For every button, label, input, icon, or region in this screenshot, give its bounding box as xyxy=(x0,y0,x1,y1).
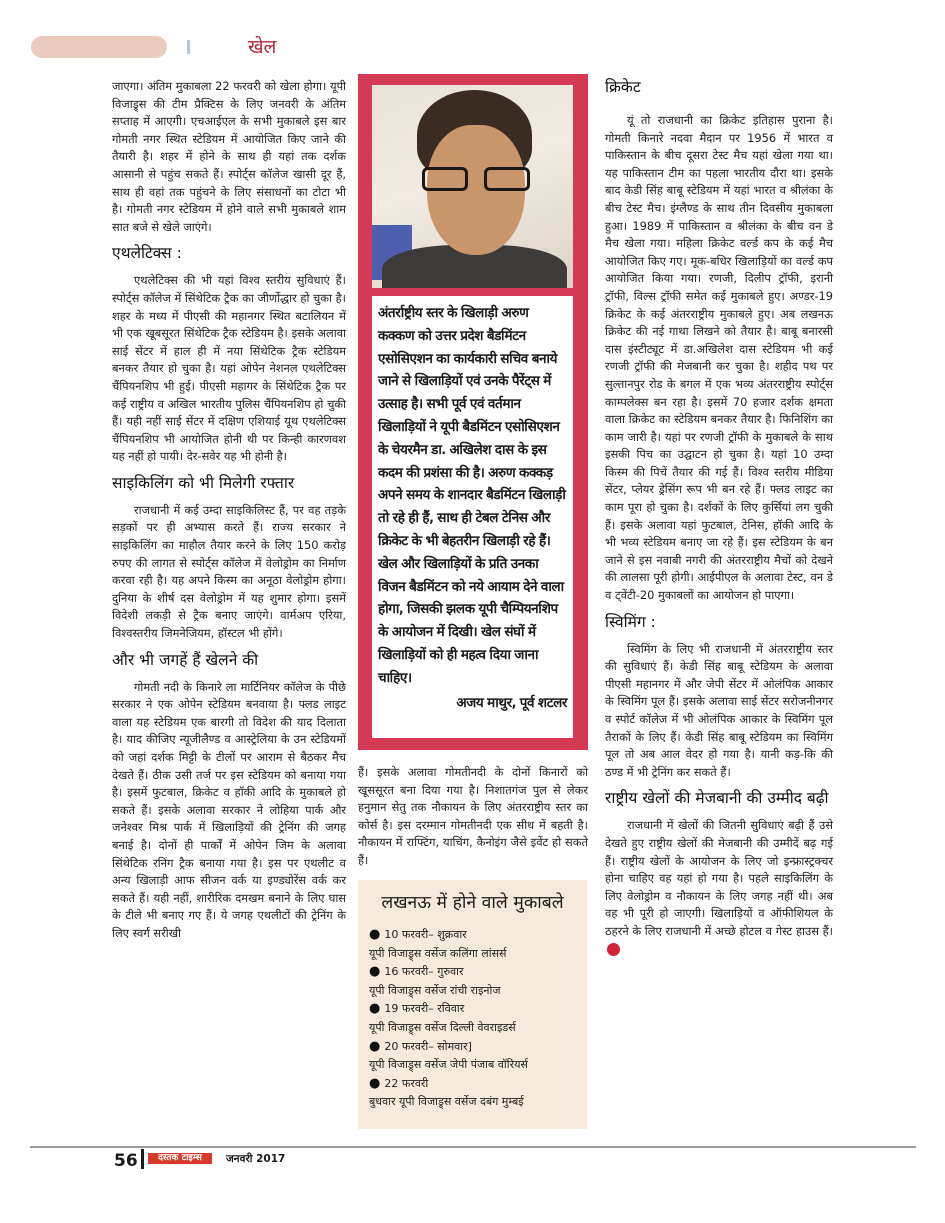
matches-list xyxy=(358,926,587,1112)
header-divider xyxy=(187,40,190,54)
portrait-photo xyxy=(372,85,573,288)
match-teams: बुधवार यूपी विजाड्र्स वर्सेज दबंग मुम्बई xyxy=(369,1095,524,1109)
quote-panel xyxy=(372,296,573,738)
article-column-left xyxy=(112,78,346,943)
match-date: ● 20 फरवरी– सोमवार] xyxy=(369,1038,587,1057)
publication-logo: दस्तक टाइम्स xyxy=(148,1153,212,1164)
page-number: 56 xyxy=(114,1151,138,1171)
footer-separator xyxy=(141,1149,144,1169)
paragraph-cycling: राजधानी में कई उम्दा साइकिलिस्ट हैं, पर वह तड़के सड़कों पर ही अभ्यास करते हैं। राज्य सरकार ने साइकिलिंग का माहौल तैयार करने के लिए 150 करोड़ रुपए की लागत से स्पोर्ट्स कॉलेज में वेलोड्रोम का निर्माण करवा रही है। यह अपने किस्म का अनूठा वेलोड्रोम होगा। दुनिया के शीर्ष दस वेलोड्रोम में यह शुमार होगा। इसमें विदेशी लकड़ी से ट्रैक बनाए जाएंगे। वार्मअप एरिया, विश्वस्तरीय जिमनेजियम, हॉस्टल भी होंगे। xyxy=(112,502,346,641)
header-decorative-pill xyxy=(31,36,167,58)
section-title: खेल xyxy=(248,36,277,58)
heading-cycling: साइकिलिंग को भी मिलेगी रफ्तार xyxy=(112,473,295,492)
match-teams: यूपी विजाड्र्स वर्सेज रांची राइनोज xyxy=(369,983,501,997)
footer-rule xyxy=(30,1146,916,1148)
paragraph-swimming: स्विमिंग के लिए भी राजधानी में अंतरराष्ट्रीय स्तर की सुविधाएं हैं। केडी सिंह बाबू स्टेडियम के अलावा पीएसी महानगर में और जेपी सेंटर में ओलंपिक आकार के स्विमिंग पूल हैं। इसके अलावा साई सेंटर सरोजनीनगर व स्पोर्ट कॉलेज में भी ओलंपिक आकार के स्विमिंग पूल तैराकों के लिए हैं। केडी सिंह बाबू स्टेडियम का स्विमिंग पूल तो अब आल वेदर हो गया है। यानी कड़-कि की ठण्ड में भी ट्रेनिंग कर सकते हैं। xyxy=(605,641,833,779)
paragraph-athletics: एथलेटिक्स की भी यहां विश्व स्तरीय सुविधाएं हैं। स्पोर्ट्स कॉलेज में सिंथेटिक ट्रैक का जीर्णोद्धार हो चुका है। शहर के मध्य में पीएसी की महानगर स्थित बटालियन में भी एक खूबसूरत सिंथेटिक ट्रैक स्टेडियम है। इसके अलावा साई सेंटर में हाल ही में नया सिंथेटिक ट्रैक स्टेडियम बनकर तैयार हो चुका है। यहां ओपेन नेशनल एथलेटिक्स चैंपियनशिप भी हुई। पीएसी महागर के सिंथेटिक ट्रैक पर कई राष्ट्रीय व अखिल भारतीय पुलिस चैंपियनशिप हो चुकी हैं। यही नहीं साई सेंटर में दक्षिण एशियाई यूथ एथलेटिक्स चैंपियनशिप भी आयोजित होनी थी पर किन्ही कारणवश यह नहीं हो पायी। देर-सवेर यह भी होनी है। xyxy=(112,273,346,464)
paragraph-cricket: यूं तो राजधानी का क्रिकेट इतिहास पुराना है। गोमती किनारे नदवा मैदान पर 1956 में भारत व पाकिस्तान के बीच दूसरा टेस्ट मैच यहां खेला गया था। यह पाकिस्तान टीम का पहला भारतीय दौरा था। इसके बाद केडी सिंह बाबू स्टेडियम में यहां भारत व श्रीलंका के बीच टेस्ट मैच। इंग्लैण्ड के साथ तीन दिवसीय मुकाबला हुआ। 1989 में पाकिस्तान व श्रीलंका के बीच वन डे मैच खेला गया। महिला क्रिकेट वर्ल्ड कप के कई मैच आयोजित किए गए। मूक-बधिर खिलाड़ियों का वर्ल्ड कप आयोजित किया गया। रणजी, दिलीप ट्रॉफी, इरानी ट्रॉफी, विल्स ट्रॉफी समेत कई मुकाबले हुए। अण्डर-19 क्रिकेट के कई अंतरराष्ट्रीय मुकाबले हुए। अब लखनऊ क्रिकेट की नई गाथा लिखने को तैयार है। बाबू बनारसी दास इंस्टीट्यूट में डा.अखिलेश दास स्टेडियम भी कई रणजी ट्रॉफी की मेजबानी कर चुका है। शहीद पथ पर सुल्तानपुर रोड के बगल में एक भव्य अंतरराष्ट्रीय स्पोर्ट्स काम्पलेक्स बन रहा है। इसमें 70 हजार दर्शक क्षमता वाला क्रिकेट का स्टेडियम बनकर तैयार है। फिनिशिंग का काम जारी है। यहां पर रणजी ट्रॉफी के मुकाबले के साथ इसकी पिच का उद्घाटन हो चुका है। यहां 10 उम्दा किस्म की पिचें तैयार की गई हैं। विश्व स्तरीय मीडिया सेंटर, प्लेयर ड्रेसिंग रूप भी बन रहे हैं। फ्लड लाइट का काम पूरा हो चुका है। दर्शकों के लिए कुर्सियां लग चुकी हैं। इसके अलावा यहां फुटबाल, टेनिस, हॉकी आदि के भी भव्य स्टेडियम बनाए जा रहे हैं। इस स्टेडियम के बन जाने से इस नवाबी नगरी की अंतरराष्ट्रीय मैचों को देखने की लालसा पूरी होगी। आईपीएल के अलावा टेस्ट, वन डे व ट्वेंटी-20 मुकाबलों का आयोजन हो पाएगा। xyxy=(605,113,833,603)
end-of-article-dot-icon xyxy=(607,943,620,956)
match-date: ● 16 फरवरी– गुरुवार xyxy=(369,963,587,982)
paragraph-other-places: गोमती नदी के किनारे ला मार्टिनियर कॉलेज के पीछे सरकार ने एक ओपेन स्टेडियम बनवाया है। फ्लड लाइट वाला यह स्टेडियम एक बारगी तो विदेश की याद दिलाता है। याद कीजिए न्यूजीलैण्ड व आस्ट्रेलिया के उन स्टेडियमों को जहां दर्शक मिट्टी के टीलों पर आराम से बैठकर मैच देखते हैं। ठीक उसी तर्ज पर इस स्टेडियम को बनाया गया है। इसमें फुटबाल, क्रिकेट व हॉकी आदि के मुकाबले हो सकते हैं। इसके अलावा सरकार ने लोहिया पार्क और जनेश्वर मिश्र पार्क में खिलाड़ियों की ट्रेनिंग की जगह बनाई है। दोनों ही पार्कों में ओपेन जिम के अलावा सिंथेटिक रनिंग ट्रैक बनाया गया है। इस पर एथलीट व अन्य खिलाड़ी आफ सीजन वर्क या इण्ड्योरेंस वर्क कर सकते हैं। यही नहीं, शारीरिक दमखम बनाने के लिए घास के टीले भी बनाए गए हैं। ये जगह एथलीटों की ट्रेनिंग के लिए स्वर्ग सरीखी xyxy=(112,679,346,940)
match-item xyxy=(369,926,587,963)
paragraph-rowing: हैं। इसके अलावा गोमतीनदी के दोनों किनारों को खूससूरत बना दिया गया है। निशातगंज पुल से लेकर हनुमान सेतु तक नौकायन के लिए अंतरराष्ट्रीय स्तर का कोर्स है। इस दरम्मान गोमतीनदी एक सीध में बहती है। नौकायन में राफ्टिंग, याचिंग, कैनोइंग जैसे इवेंट हो सकते हैं। xyxy=(358,765,588,867)
paragraph-intro: जाएगा। अंतिम मुकाबला 22 फरवरी को खेला होगा। यूपी विजाड्र्स की टीम प्रैक्टिस के लिए जनवरी के अंतिम सप्ताह में आएगी। एचआईएल के सभी मुकाबले इस बार गोमती नगर स्थित स्टेडियम में आयोजित किए जाने की तैयारी है। शहर में होने के साथ ही यहां तक दर्शक आसानी से पहुंच सकते हैं। स्पोर्ट्स कॉलेज खासी दूर हैं, साथ ही वहां तक पहुंचने के लिए संसाधनों का टोटा भी है। गोमती नगर स्टेडियम में होने वाले सभी मुकाबले शाम सात बजे से खेले जाएंगे। xyxy=(112,79,346,234)
match-item xyxy=(369,1075,587,1112)
matches-schedule-box xyxy=(358,880,587,1129)
match-teams: यूपी विजाड्र्स वर्सेज जेपी पंजाब वॉरियर्स xyxy=(369,1058,528,1072)
article-column-right xyxy=(605,76,833,958)
heading-athletics: एथलेटिक्स : xyxy=(112,244,182,263)
article-column-middle xyxy=(358,764,588,870)
match-item xyxy=(369,1000,587,1037)
match-date: ● 22 फरवरी xyxy=(369,1075,587,1094)
match-item xyxy=(369,963,587,1000)
matches-title: लखनऊ में होने वाले मुकाबले xyxy=(381,893,564,913)
match-date: ● 10 फरवरी– शुक्रवार xyxy=(369,926,587,945)
match-date: ● 19 फरवरी– रविवार xyxy=(369,1000,587,1019)
heading-other-places: और भी जगहें हैं खेलने की xyxy=(112,650,259,669)
match-teams: यूपी विजाड्र्स वर्सेज दिल्ली वेवराइडर्स xyxy=(369,1020,516,1034)
match-item xyxy=(369,1038,587,1075)
heading-national-games: राष्ट्रीय खेलों की मेजबानी की उम्मीद बढ़ी xyxy=(605,789,829,808)
issue-date: जनवरी 2017 xyxy=(226,1153,286,1165)
paragraph-national-games: राजधानी में खेलों की जितनी सुविधाएं बढ़ी हैं उसे देखते हुए राष्ट्रीय खेलों की मेजबानी की उम्मीदें बढ़ गई हैं। राष्ट्रीय खेलों के आयोजन के लिए जो इन्फ्रास्ट्रक्चर होना चाहिए वह यहां हो गया है। पहले साइकिलिंग के लिए वेलोड्रोम व नौकायन के लिए जगह नहीं थी। अब वह भी पूरी हो जाएगी। खिलाड़ियों व ऑफीशियल के ठहरने के लिए राजधानी में अच्छे होटल व गेस्ट हाउस हैं। xyxy=(605,818,833,938)
quote-byline: अजय माथुर, पूर्व शटलर xyxy=(456,694,567,711)
profile-quote-box xyxy=(358,74,588,750)
quote-text: अंतर्राष्ट्रीय स्तर के खिलाड़ी अरुण कक्कण को उत्तर प्रदेश बैडमिंटन एसोसिएशन का कार्यकारी सचिव बनाये जाने से खिलाड़ियों एवं उनके पैरेंट्स में उत्साह है। सभी पूर्व एवं वर्तमान खिलाड़ियों ने यूपी बैडमिंटन एसोसिएशन के चेयरमैन डा. अखिलेश दास के इस कदम की प्रशंसा की है। अरुण कक्कड़ अपने समय के शानदार बैडमिंटन खिलाड़ी तो रहे ही हैं, साथ ही टेबल टेनिस और क्रिकेट के भी बेहतरीन खिलाड़ी रहे हैं। खेल और खिलाड़ियों के प्रति उनका विजन बैडमिंटन को नये आयाम देने वाला होगा, जिसकी झलक यूपी चैम्पियनशिप के आयोजन में दिखी। खेल संघों में खिलाड़ियों को ही महत्व दिया जाना चाहिए। xyxy=(378,305,566,686)
heading-cricket: क्रिकेट xyxy=(605,78,641,96)
heading-swimming: स्विमिंग : xyxy=(605,612,656,631)
match-teams: यूपी विजाड्र्स वर्सेज कलिंगा लांसर्स xyxy=(369,946,507,960)
